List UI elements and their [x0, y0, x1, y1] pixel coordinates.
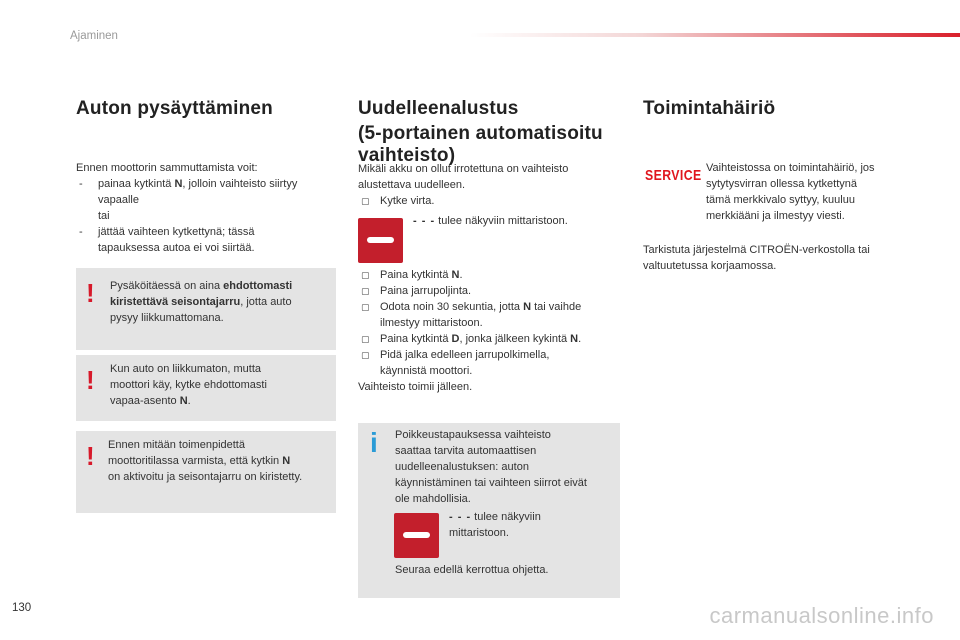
warning-box-engine — [76, 431, 336, 513]
info-dashes-message: - - - tulee näkyviin mittaristoon. — [449, 511, 541, 539]
info-icon: i — [370, 427, 378, 458]
reinit-steps: ▢ Paina kytkintä N. ▢ Paina jarrupoljinta. ▢ Odota noin 30 sekuntia, jotta N tai vaihde ilmestyy mittaristoon. ▢ Paina kytkintä D, jonka jälkeen kykintä N. ▢ Pidä jalka edelleen jarrupolkimella, käynnistä moottori. Vaihteisto toimii jälleen. — [358, 267, 628, 395]
stopping-option-1: - painaa kytkintä N, jolloin vaihteisto siirtyy — [76, 176, 346, 192]
dashes-message: - - - tulee näkyviin mittaristoon. — [413, 215, 568, 227]
stopping-option-2-cont: tapauksessa autoa ei voi siirtää. — [98, 242, 255, 254]
gearbox-warning-indicator-icon — [358, 218, 403, 263]
stopping-option-2: - jättää vaihteen kytkettynä; tässä — [76, 224, 346, 240]
warning-icon: ! — [86, 365, 95, 395]
heading-reinitialisation: Uudelleenalustus (5-portainen automatisoitu vaihteisto) — [358, 98, 603, 166]
step-1: ▢ Paina kytkintä N. — [358, 267, 628, 283]
malfunction-text: Vaihteistossa on toimintahäiriö, jos sytytysvirran ollessa kytkettynä tämä merkkivalo syttyy, kuuluu merkkiääni ja ilmestyy viesti. — [706, 162, 875, 222]
warning-parking-text: Pysäköitäessä on aina ehdottomasti kiristettävä seisontajarru, jotta auto pysyy liikkumattomana. — [110, 280, 293, 324]
warning-box-parking — [76, 268, 336, 350]
warning-box-neutral — [76, 355, 336, 421]
step-3: ▢ Odota noin 30 sekuntia, jotta N tai vaihde — [358, 299, 628, 315]
section-title: Ajaminen — [70, 30, 118, 42]
info-last-line: Seuraa edellä kerrottua ohjetta. — [395, 564, 549, 576]
stopping-option-1-cont: vapaalle — [98, 194, 139, 206]
warning-icon: ! — [86, 278, 95, 308]
stopping-intro: Ennen moottorin sammuttamista voit: — [76, 162, 258, 174]
info-text: Poikkeustapauksessa vaihteisto saattaa tarvita automaattisen uudelleenalustuksen: auton käynnistäminen tai vaihteen siirrot eivät ole mahdollisia. — [395, 429, 587, 505]
reinit-intro: Mikäli akku on ollut irrotettuna on vaihteisto alustettava uudelleen. ▢ Kytke virta. — [358, 161, 628, 209]
heading-malfunction: Toimintahäiriö — [643, 98, 776, 119]
malfunction-advice: Tarkistuta järjestelmä CITROËN-verkostolla tai valtuutetussa korjaamossa. — [643, 244, 870, 272]
stopping-instructions — [76, 160, 346, 256]
step-5: ▢ Pidä jalka edelleen jarrupolkimella, — [358, 347, 628, 363]
warning-engine-text: Ennen mitään toimenpidettä moottoritilassa varmista, että kytkin N on aktivoitu ja seisontajarru on kiristetty. — [108, 439, 303, 483]
gearbox-warning-indicator-icon — [394, 513, 439, 558]
header-accent-bar — [470, 33, 960, 37]
stopping-or: tai — [98, 210, 110, 222]
warning-icon: ! — [86, 441, 95, 471]
watermark: carmanualsonline.info — [709, 603, 934, 628]
page-number: 130 — [12, 602, 32, 614]
step-ignition: ▢ Kytke virta. — [358, 193, 628, 209]
warning-neutral-text: Kun auto on liikkumaton, mutta moottori käy, kytke ehdottomasti vapaa-asento N. — [110, 363, 267, 407]
step-4: ▢ Paina kytkintä D, jonka jälkeen kykintä N. — [358, 331, 628, 347]
heading-stopping: Auton pysäyttäminen — [76, 98, 273, 119]
info-box — [358, 423, 620, 598]
service-warning-icon: SERVICE — [645, 167, 702, 184]
step-2: ▢ Paina jarrupoljinta. — [358, 283, 628, 299]
reinit-outro: Vaihteisto toimii jälleen. — [358, 381, 473, 393]
